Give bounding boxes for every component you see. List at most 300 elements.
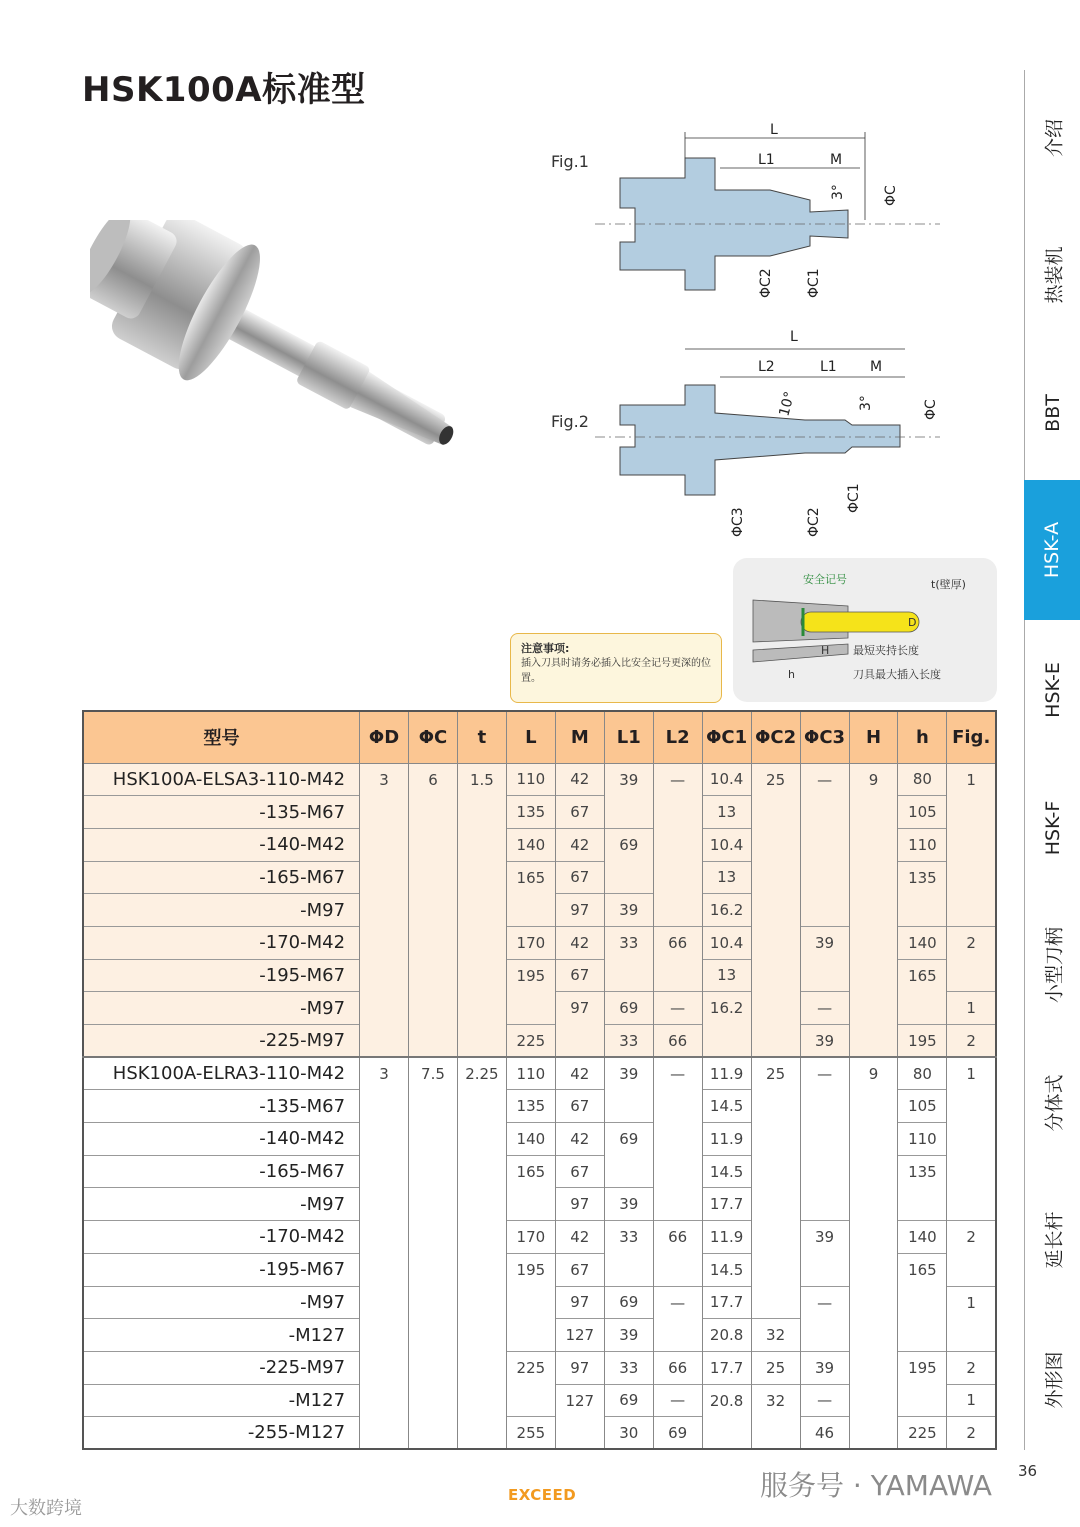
value-cell xyxy=(751,1123,800,1156)
value-cell: 127 xyxy=(555,1319,604,1352)
value-cell xyxy=(506,992,555,1025)
model-cell: HSK100A-ELRA3-110-M42 xyxy=(83,1057,360,1090)
svg-text:M: M xyxy=(870,359,883,375)
value-cell xyxy=(409,1155,458,1188)
value-cell xyxy=(555,1025,604,1058)
svg-text:ΦC1: ΦC1 xyxy=(806,268,822,298)
value-cell xyxy=(849,1123,898,1156)
value-cell xyxy=(409,1188,458,1221)
table-row xyxy=(83,926,996,959)
side-tab-label: 热装机 xyxy=(1043,246,1065,304)
value-cell: 67 xyxy=(555,1155,604,1188)
value-cell: 39 xyxy=(604,763,653,796)
value-cell: 165 xyxy=(506,1155,555,1188)
model-cell: -225-M97 xyxy=(83,1025,360,1058)
value-cell: — xyxy=(653,763,702,796)
svg-text:刀具最大插入长度: 刀具最大插入长度 xyxy=(853,668,941,681)
value-cell: — xyxy=(800,992,849,1025)
value-cell xyxy=(751,1025,800,1058)
table-row xyxy=(83,1319,996,1352)
header-cell: ΦC3 xyxy=(800,711,849,763)
value-cell: 42 xyxy=(555,926,604,959)
value-cell: 32 xyxy=(751,1384,800,1417)
side-tab-6[interactable] xyxy=(1024,895,1080,1035)
value-cell xyxy=(800,894,849,927)
value-cell: 33 xyxy=(604,1221,653,1254)
value-cell xyxy=(751,1090,800,1123)
value-cell: 39 xyxy=(800,1351,849,1384)
value-cell: 165 xyxy=(898,1253,947,1286)
value-cell: 25 xyxy=(751,1351,800,1384)
value-cell: 127 xyxy=(555,1384,604,1417)
svg-text:最短夹持长度: 最短夹持长度 xyxy=(853,644,919,657)
value-cell xyxy=(947,861,996,894)
svg-text:ΦC3: ΦC3 xyxy=(730,507,746,537)
value-cell xyxy=(457,1155,506,1188)
value-cell: — xyxy=(653,1057,702,1090)
value-cell xyxy=(360,1286,409,1319)
value-cell: 17.7 xyxy=(702,1188,751,1221)
value-cell xyxy=(751,828,800,861)
value-cell: 66 xyxy=(653,926,702,959)
value-cell xyxy=(800,959,849,992)
notice-body: 插入刀具时请务必插入比安全记号更深的位置。 xyxy=(521,658,711,684)
value-cell xyxy=(800,828,849,861)
value-cell xyxy=(849,828,898,861)
value-cell xyxy=(947,796,996,829)
svg-text:ΦC2: ΦC2 xyxy=(806,507,822,537)
model-cell: -140-M42 xyxy=(83,828,360,861)
header-cell: ΦC xyxy=(409,711,458,763)
value-cell xyxy=(457,926,506,959)
value-cell: 16.2 xyxy=(702,992,751,1025)
model-cell: -225-M97 xyxy=(83,1351,360,1384)
value-cell: 135 xyxy=(898,1155,947,1188)
value-cell xyxy=(360,1253,409,1286)
svg-text:L: L xyxy=(790,329,798,345)
value-cell xyxy=(360,894,409,927)
table-row xyxy=(83,1090,996,1123)
value-cell xyxy=(751,1221,800,1254)
value-cell xyxy=(457,1384,506,1417)
value-cell xyxy=(360,861,409,894)
value-cell: — xyxy=(653,1384,702,1417)
svg-text:h: h xyxy=(788,668,795,681)
model-cell: -255-M127 xyxy=(83,1417,360,1450)
value-cell xyxy=(457,894,506,927)
tool-holder-photo xyxy=(90,220,490,480)
value-cell xyxy=(947,1123,996,1156)
value-cell xyxy=(457,992,506,1025)
fig2-diagram xyxy=(590,325,950,540)
value-cell: 225 xyxy=(506,1025,555,1058)
value-cell: 135 xyxy=(506,1090,555,1123)
value-cell xyxy=(898,1188,947,1221)
table-row xyxy=(83,828,996,861)
table-row xyxy=(83,1221,996,1254)
value-cell xyxy=(360,926,409,959)
value-cell: 11.9 xyxy=(702,1057,751,1090)
value-cell xyxy=(360,959,409,992)
value-cell xyxy=(751,796,800,829)
value-cell: 1 xyxy=(947,1384,996,1417)
header-cell: Fig. xyxy=(947,711,996,763)
value-cell xyxy=(849,1090,898,1123)
value-cell xyxy=(457,959,506,992)
value-cell xyxy=(457,1188,506,1221)
side-tab-7[interactable] xyxy=(1024,1035,1080,1170)
value-cell: — xyxy=(653,992,702,1025)
value-cell xyxy=(409,1123,458,1156)
value-cell: 10.4 xyxy=(702,926,751,959)
svg-text:ΦC2: ΦC2 xyxy=(758,268,774,298)
value-cell: 140 xyxy=(506,1123,555,1156)
value-cell: 67 xyxy=(555,959,604,992)
value-cell xyxy=(849,992,898,1025)
svg-text:ΦC: ΦC xyxy=(923,399,939,420)
value-cell: 195 xyxy=(506,959,555,992)
svg-text:L2: L2 xyxy=(758,359,775,375)
svg-text:M: M xyxy=(830,152,843,168)
brand-logo: EXCEED xyxy=(508,1486,577,1504)
value-cell xyxy=(849,796,898,829)
value-cell: — xyxy=(800,1057,849,1090)
value-cell xyxy=(751,1417,800,1450)
value-cell xyxy=(849,1384,898,1417)
value-cell xyxy=(947,894,996,927)
value-cell: 42 xyxy=(555,763,604,796)
model-cell: -M127 xyxy=(83,1319,360,1352)
value-cell: 1 xyxy=(947,1057,996,1090)
side-tab-label: BBT xyxy=(1041,393,1064,432)
model-cell: -170-M42 xyxy=(83,1221,360,1254)
value-cell: 69 xyxy=(604,1286,653,1319)
value-cell xyxy=(800,1319,849,1352)
header-cell: t xyxy=(457,711,506,763)
svg-text:t(壁厚): t(壁厚) xyxy=(931,578,966,591)
value-cell: 14.5 xyxy=(702,1155,751,1188)
model-cell: -M97 xyxy=(83,1286,360,1319)
value-cell xyxy=(506,1188,555,1221)
value-cell: 195 xyxy=(898,1351,947,1384)
value-cell: 39 xyxy=(604,894,653,927)
value-cell xyxy=(457,796,506,829)
table-row xyxy=(83,1384,996,1417)
value-cell: 11.9 xyxy=(702,1221,751,1254)
svg-text:L1: L1 xyxy=(758,152,775,168)
value-cell xyxy=(360,1025,409,1058)
model-cell: -165-M67 xyxy=(83,1155,360,1188)
value-cell: 25 xyxy=(751,763,800,796)
value-cell xyxy=(360,1384,409,1417)
value-cell xyxy=(604,796,653,829)
value-cell: 33 xyxy=(604,1351,653,1384)
value-cell: 2 xyxy=(947,1221,996,1254)
value-cell: 30 xyxy=(604,1417,653,1450)
header-cell: L1 xyxy=(604,711,653,763)
value-cell: 195 xyxy=(506,1253,555,1286)
value-cell xyxy=(360,828,409,861)
header-cell: L2 xyxy=(653,711,702,763)
value-cell: 255 xyxy=(506,1417,555,1450)
value-cell xyxy=(653,1155,702,1188)
value-cell: 14.5 xyxy=(702,1253,751,1286)
value-cell xyxy=(849,894,898,927)
side-navigation xyxy=(1024,70,1080,1450)
value-cell: 2 xyxy=(947,1417,996,1450)
value-cell: 69 xyxy=(653,1417,702,1450)
value-cell xyxy=(849,959,898,992)
side-tab-label: HSK-A xyxy=(1041,521,1063,579)
value-cell: 67 xyxy=(555,796,604,829)
value-cell xyxy=(506,1319,555,1352)
value-cell xyxy=(947,1319,996,1352)
header-cell: ΦC2 xyxy=(751,711,800,763)
value-cell xyxy=(653,959,702,992)
value-cell: 67 xyxy=(555,1090,604,1123)
value-cell xyxy=(751,926,800,959)
value-cell: 80 xyxy=(898,763,947,796)
side-tab-3[interactable] xyxy=(1024,480,1080,620)
model-cell: -135-M67 xyxy=(83,796,360,829)
value-cell xyxy=(947,1188,996,1221)
safety-mark-diagram xyxy=(733,558,997,702)
value-cell: 42 xyxy=(555,1057,604,1090)
value-cell: 67 xyxy=(555,1253,604,1286)
table-row xyxy=(83,1155,996,1188)
value-cell: 39 xyxy=(604,1188,653,1221)
value-cell: 165 xyxy=(506,861,555,894)
value-cell xyxy=(409,861,458,894)
value-cell xyxy=(360,1155,409,1188)
value-cell: 66 xyxy=(653,1221,702,1254)
value-cell xyxy=(360,1123,409,1156)
value-cell: 7.5 xyxy=(409,1057,458,1090)
value-cell: 2 xyxy=(947,1025,996,1058)
value-cell xyxy=(653,1253,702,1286)
value-cell: 97 xyxy=(555,1188,604,1221)
value-cell xyxy=(947,1090,996,1123)
value-cell xyxy=(751,959,800,992)
value-cell xyxy=(849,1417,898,1450)
model-cell: -140-M42 xyxy=(83,1123,360,1156)
table-header-row xyxy=(83,711,996,763)
value-cell: 69 xyxy=(604,992,653,1025)
value-cell: 3 xyxy=(360,1057,409,1090)
table-row xyxy=(83,1286,996,1319)
value-cell xyxy=(751,894,800,927)
value-cell xyxy=(849,861,898,894)
value-cell xyxy=(849,1253,898,1286)
value-cell xyxy=(751,992,800,1025)
value-cell xyxy=(751,861,800,894)
value-cell xyxy=(800,1123,849,1156)
value-cell xyxy=(360,1319,409,1352)
side-tab-label: HSK-F xyxy=(1041,800,1064,855)
value-cell: 33 xyxy=(604,926,653,959)
side-tab-1[interactable] xyxy=(1024,205,1080,345)
value-cell: 69 xyxy=(604,828,653,861)
value-cell: 13 xyxy=(702,861,751,894)
value-cell: 110 xyxy=(506,763,555,796)
value-cell: 140 xyxy=(506,828,555,861)
value-cell: 6 xyxy=(409,763,458,796)
value-cell xyxy=(947,959,996,992)
value-cell xyxy=(604,861,653,894)
value-cell: — xyxy=(800,763,849,796)
value-cell xyxy=(653,828,702,861)
side-tab-5[interactable] xyxy=(1024,760,1080,895)
value-cell xyxy=(800,1253,849,1286)
svg-text:ΦC: ΦC xyxy=(883,185,899,206)
value-cell xyxy=(653,1319,702,1352)
value-cell: — xyxy=(653,1286,702,1319)
value-cell: — xyxy=(800,1286,849,1319)
table-row xyxy=(83,992,996,1025)
value-cell xyxy=(409,926,458,959)
value-cell: 97 xyxy=(555,894,604,927)
header-cell: ΦC1 xyxy=(702,711,751,763)
value-cell xyxy=(506,1384,555,1417)
value-cell: 17.7 xyxy=(702,1351,751,1384)
value-cell xyxy=(457,1090,506,1123)
value-cell: 42 xyxy=(555,1123,604,1156)
value-cell xyxy=(457,1319,506,1352)
value-cell xyxy=(409,1221,458,1254)
value-cell: 13 xyxy=(702,796,751,829)
value-cell xyxy=(702,1417,751,1450)
value-cell xyxy=(409,894,458,927)
table-row xyxy=(83,894,996,927)
value-cell: 105 xyxy=(898,1090,947,1123)
model-cell: -195-M67 xyxy=(83,1253,360,1286)
side-tab-9[interactable] xyxy=(1024,1310,1080,1450)
value-cell xyxy=(800,1090,849,1123)
value-cell xyxy=(800,796,849,829)
value-cell: 42 xyxy=(555,1221,604,1254)
value-cell xyxy=(409,1351,458,1384)
svg-text:D: D xyxy=(908,616,917,629)
svg-text:10°: 10° xyxy=(776,389,799,419)
side-tab-label: 外形图 xyxy=(1043,1351,1065,1409)
value-cell: 1 xyxy=(947,763,996,796)
value-cell xyxy=(604,959,653,992)
side-tab-2[interactable] xyxy=(1024,345,1080,480)
value-cell: 140 xyxy=(898,926,947,959)
value-cell xyxy=(409,992,458,1025)
value-cell: 66 xyxy=(653,1351,702,1384)
value-cell: 80 xyxy=(898,1057,947,1090)
value-cell: 1 xyxy=(947,992,996,1025)
value-cell: 46 xyxy=(800,1417,849,1450)
svg-text:L1: L1 xyxy=(820,359,837,375)
value-cell: 9 xyxy=(849,1057,898,1090)
value-cell xyxy=(555,1417,604,1450)
value-cell: — xyxy=(800,1384,849,1417)
header-cell: M xyxy=(555,711,604,763)
value-cell: 135 xyxy=(506,796,555,829)
value-cell xyxy=(409,1417,458,1450)
value-cell xyxy=(604,1253,653,1286)
value-cell: 69 xyxy=(604,1384,653,1417)
value-cell: 39 xyxy=(604,1319,653,1352)
fig1-label: Fig.1 xyxy=(551,152,589,171)
value-cell xyxy=(751,1286,800,1319)
table-row xyxy=(83,861,996,894)
value-cell: 10.4 xyxy=(702,763,751,796)
value-cell: 1 xyxy=(947,1286,996,1319)
value-cell: 97 xyxy=(555,992,604,1025)
value-cell: 39 xyxy=(800,1221,849,1254)
svg-text:ΦC1: ΦC1 xyxy=(846,483,862,513)
value-cell xyxy=(409,1090,458,1123)
value-cell xyxy=(849,1319,898,1352)
svg-text:H: H xyxy=(821,644,830,657)
value-cell: 170 xyxy=(506,926,555,959)
spec-table xyxy=(82,710,997,1450)
value-cell xyxy=(947,1155,996,1188)
value-cell: 110 xyxy=(506,1057,555,1090)
value-cell xyxy=(849,1155,898,1188)
table-row xyxy=(83,1417,996,1450)
side-tab-8[interactable] xyxy=(1024,1170,1080,1310)
value-cell: 2.25 xyxy=(457,1057,506,1090)
value-cell: 195 xyxy=(898,1025,947,1058)
value-cell xyxy=(360,1188,409,1221)
svg-text:3°: 3° xyxy=(830,184,846,200)
value-cell xyxy=(751,1155,800,1188)
value-cell xyxy=(360,1090,409,1123)
value-cell: 69 xyxy=(604,1123,653,1156)
side-tab-0[interactable] xyxy=(1024,70,1080,205)
value-cell xyxy=(409,828,458,861)
value-cell xyxy=(360,796,409,829)
side-tab-4[interactable] xyxy=(1024,620,1080,760)
value-cell: 20.8 xyxy=(702,1384,751,1417)
value-cell xyxy=(409,796,458,829)
value-cell: 1.5 xyxy=(457,763,506,796)
header-cell: H xyxy=(849,711,898,763)
model-cell: -M127 xyxy=(83,1384,360,1417)
value-cell: 17.7 xyxy=(702,1286,751,1319)
value-cell: 13 xyxy=(702,959,751,992)
value-cell: 110 xyxy=(898,1123,947,1156)
value-cell xyxy=(457,1351,506,1384)
value-cell xyxy=(409,1253,458,1286)
corner-watermark: 大数跨境 xyxy=(10,1498,82,1519)
value-cell xyxy=(409,1286,458,1319)
table-row xyxy=(83,1253,996,1286)
value-cell xyxy=(457,1221,506,1254)
value-cell xyxy=(457,1417,506,1450)
value-cell: 110 xyxy=(898,828,947,861)
value-cell xyxy=(457,861,506,894)
value-cell xyxy=(751,1188,800,1221)
table-row xyxy=(83,1123,996,1156)
value-cell: 3 xyxy=(360,763,409,796)
value-cell: 225 xyxy=(506,1351,555,1384)
fig1-dim-L: L xyxy=(770,122,778,138)
value-cell: 165 xyxy=(898,959,947,992)
value-cell xyxy=(898,1319,947,1352)
value-cell xyxy=(898,1384,947,1417)
value-cell xyxy=(653,861,702,894)
value-cell: 225 xyxy=(898,1417,947,1450)
side-tab-label: 小型刀柄 xyxy=(1043,926,1065,1004)
notice-box xyxy=(510,633,722,703)
page-title: HSK100A标准型 xyxy=(82,70,366,110)
value-cell xyxy=(898,894,947,927)
